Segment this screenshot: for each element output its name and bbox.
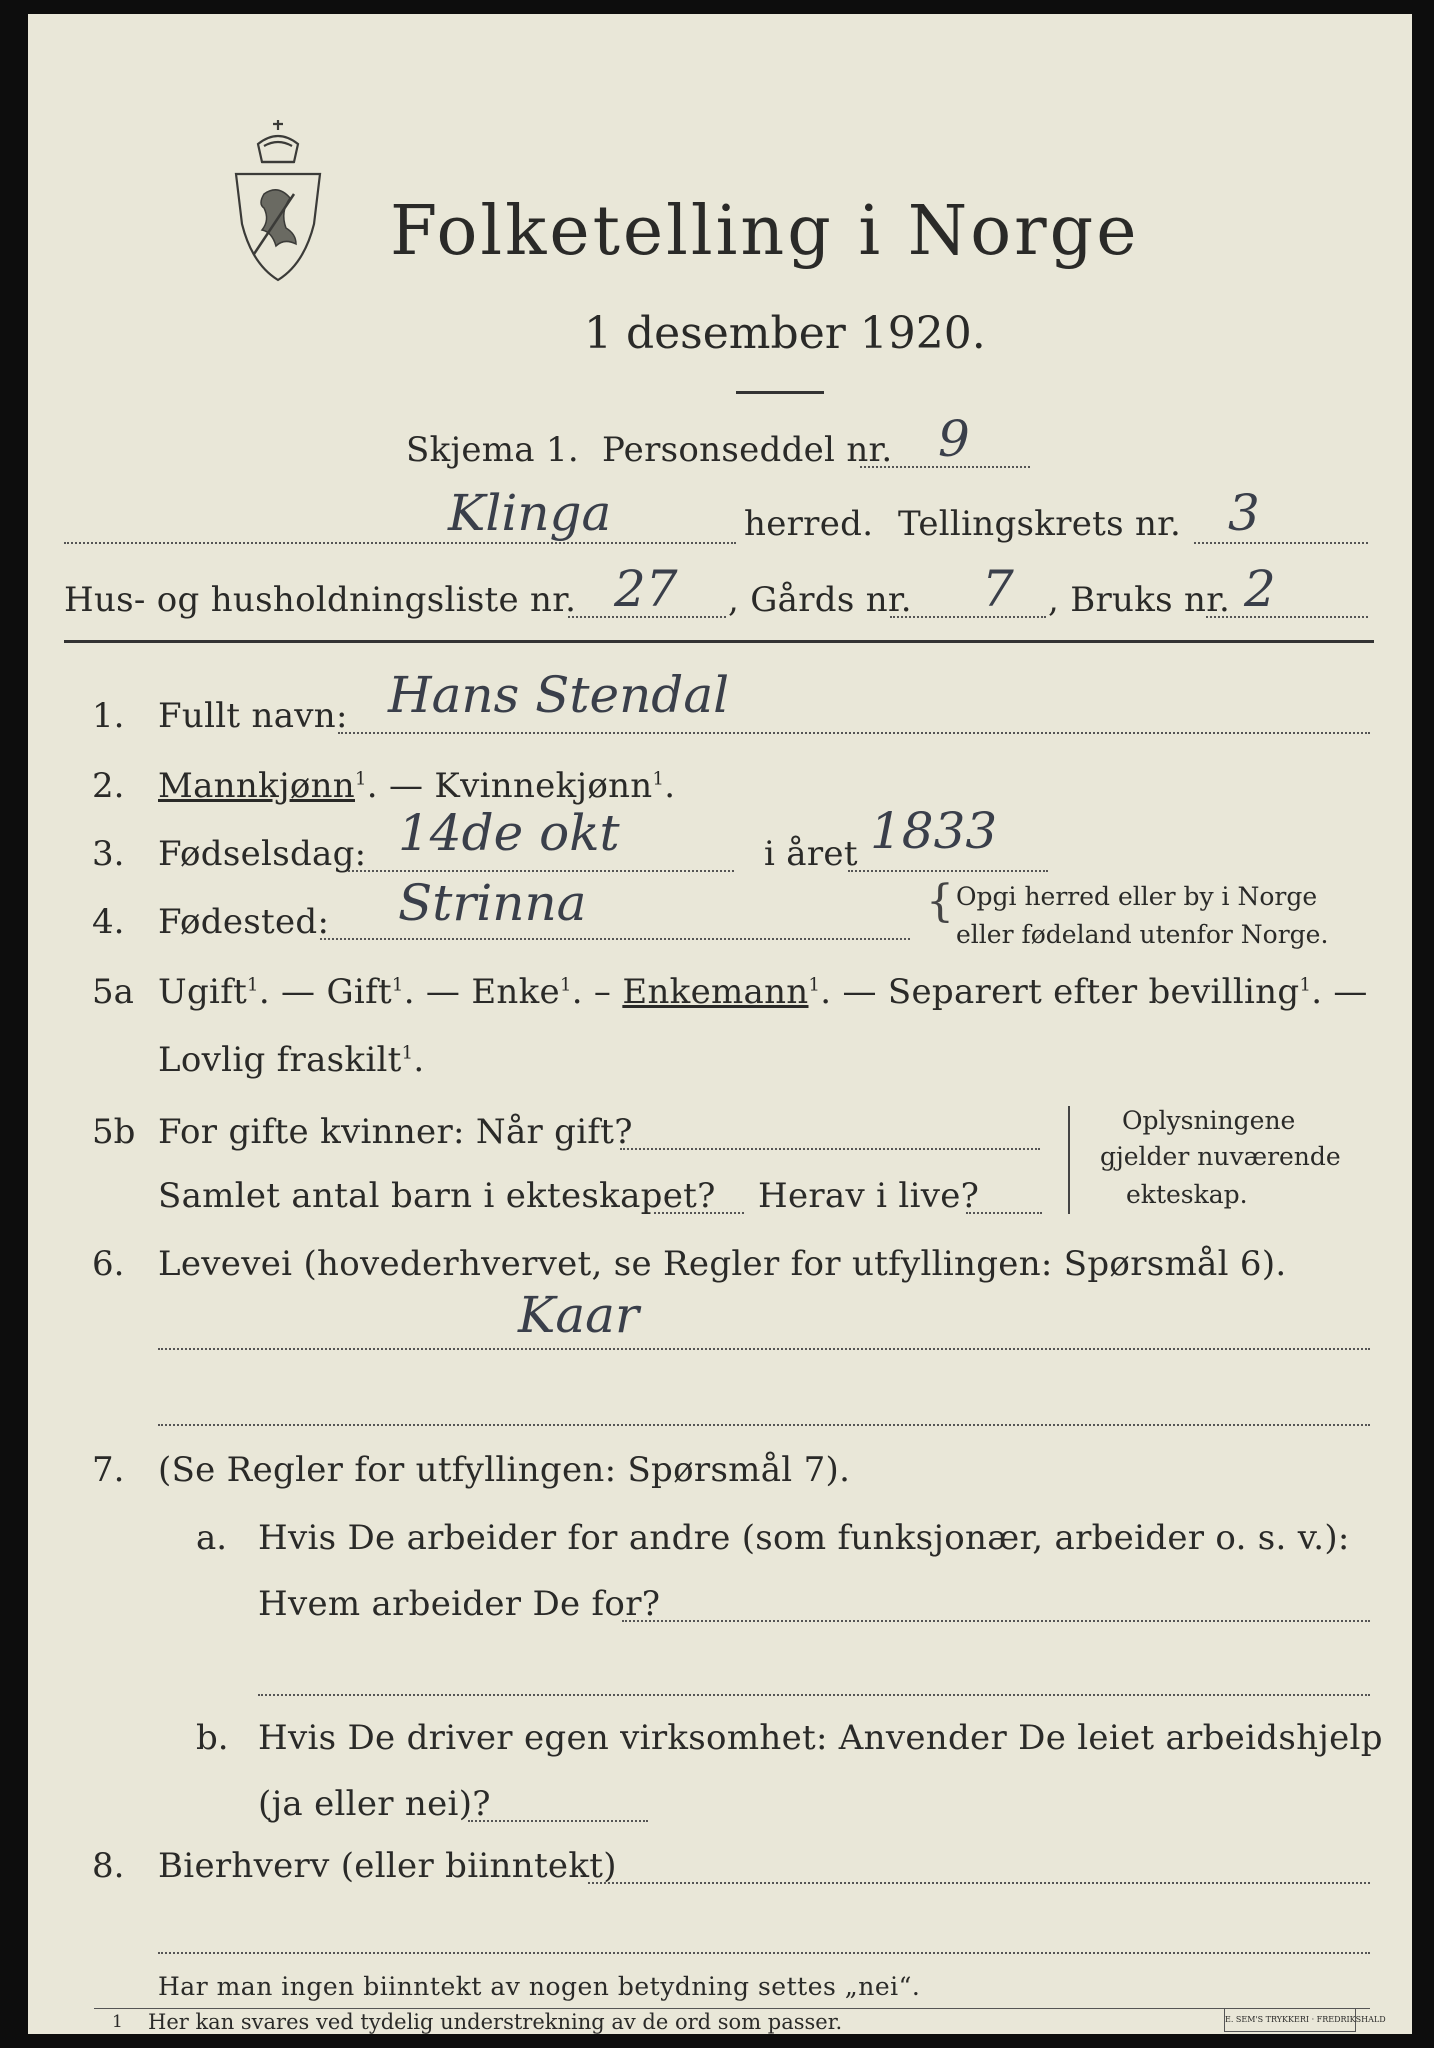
- q5b-number: 5b: [92, 1112, 136, 1152]
- q1-label: Fullt navn:: [158, 696, 348, 736]
- herred-label: herred.: [744, 504, 874, 544]
- q4-brace: {: [926, 876, 954, 927]
- hus-value: 27: [614, 560, 678, 618]
- birth-year-line[interactable]: [848, 870, 1048, 872]
- employer-line-1[interactable]: [622, 1620, 1370, 1622]
- gender-female-option[interactable]: Kvinnekjønn: [434, 766, 653, 806]
- gards-value: 7: [982, 560, 1014, 618]
- q5b-note-3: ekteskap.: [1126, 1180, 1248, 1209]
- gards-label: , Gårds nr.: [728, 580, 912, 620]
- q7a-label-1: Hvis De arbeider for andre (som funksjonær, arbeider o. s. v.):: [258, 1518, 1350, 1558]
- coat-of-arms-icon: [224, 114, 332, 284]
- q5b-label-1: For gifte kvinner: Når gift?: [158, 1112, 633, 1152]
- census-form-page: [28, 14, 1412, 2034]
- fraskilt-option[interactable]: Lovlig fraskilt: [158, 1040, 402, 1080]
- q7-label: (Se Regler for utfyllingen: Spørsmål 7).: [158, 1450, 851, 1490]
- q4-note-1: Opgi herred eller by i Norge: [956, 882, 1318, 911]
- schema-label: Skjema 1.: [406, 430, 580, 470]
- ugift-option[interactable]: Ugift: [158, 972, 248, 1012]
- q2-line: Mannkjønn$^1$. — Kvinnekjønn$^1$.: [158, 766, 676, 806]
- gards-line[interactable]: [890, 616, 1046, 618]
- bruks-label: , Bruks nr.: [1048, 580, 1231, 620]
- gift-option[interactable]: Gift: [326, 972, 392, 1012]
- personseddel-label: Personseddel nr.: [602, 430, 893, 470]
- full-name-value: Hans Stendal: [388, 666, 730, 724]
- gender-separator: . —: [366, 766, 435, 806]
- footnote-number: 1: [112, 2012, 123, 2032]
- q7-number: 7.: [92, 1450, 125, 1490]
- q7a-number: a.: [196, 1518, 228, 1558]
- q5a-number: 5a: [92, 972, 134, 1012]
- full-name-line[interactable]: [338, 732, 1370, 734]
- tellingskrets-value: 3: [1228, 484, 1260, 542]
- q7a-label-2: Hvem arbeider De for?: [258, 1584, 661, 1624]
- q5a-line-2: Lovlig fraskilt$^1$.: [158, 1040, 425, 1080]
- enke-option[interactable]: Enke: [471, 972, 560, 1012]
- header-separator: [64, 640, 1374, 643]
- employer-line-2[interactable]: [258, 1694, 1370, 1696]
- herred-value: Klinga: [448, 484, 612, 542]
- q8-number: 8.: [92, 1846, 125, 1886]
- side-income-line-2[interactable]: [158, 1952, 1370, 1954]
- side-income-line-1[interactable]: [588, 1882, 1370, 1884]
- tellingskrets-label: Tellingskrets nr.: [898, 504, 1182, 544]
- hus-label: Hus- og husholdningsliste nr.: [64, 580, 577, 620]
- birthplace-line[interactable]: [320, 938, 910, 940]
- birthday-value: 14de okt: [398, 804, 620, 862]
- q4-label: Fødested:: [158, 902, 330, 942]
- occupation-line-2[interactable]: [158, 1424, 1370, 1426]
- q6-label: Levevei (hovederhvervet, se Regler for utfyllingen: Spørsmål 6).: [158, 1244, 1287, 1284]
- q4-number: 4.: [92, 902, 125, 942]
- tellingskrets-line[interactable]: [1194, 542, 1368, 544]
- q5b-note-2: gjelder nuværende: [1100, 1142, 1341, 1171]
- q1-number: 1.: [92, 696, 125, 736]
- children-count-line[interactable]: [654, 1212, 744, 1214]
- birth-year-value: 1833: [870, 802, 998, 860]
- title-divider: [736, 391, 824, 394]
- q2-number: 2.: [92, 766, 125, 806]
- bruks-value: 2: [1244, 560, 1276, 618]
- footnote-divider: [94, 2008, 1370, 2009]
- children-alive-line[interactable]: [966, 1212, 1042, 1214]
- gender-end: .: [664, 766, 676, 806]
- gender-male-option[interactable]: Mannkjønn: [158, 766, 355, 806]
- birthday-line[interactable]: [348, 870, 734, 872]
- occupation-line-1[interactable]: [158, 1348, 1370, 1350]
- q5a-line: Ugift$^1$. — Gift$^1$. — Enke$^1$. – Enkemann$^1$. — Separert efter bevilling$^1$. —: [158, 972, 1368, 1012]
- q5b-bracket: [1068, 1106, 1070, 1214]
- personseddel-value: 9: [938, 410, 970, 468]
- side-income-note: Har man ingen biinntekt av nogen betydning settes „nei“.: [158, 1972, 921, 2001]
- printer-mark: E. SEM'S TRYKKERI · FREDRIKSHALD: [1224, 2008, 1356, 2032]
- q4-note-2: eller fødeland utenfor Norge.: [956, 920, 1329, 949]
- q7b-label-2: (ja eller nei)?: [258, 1784, 491, 1824]
- married-when-line[interactable]: [620, 1148, 1040, 1150]
- separert-option[interactable]: Separert efter bevilling: [887, 972, 1300, 1012]
- q3-number: 3.: [92, 834, 125, 874]
- enkemann-option[interactable]: Enkemann: [622, 972, 809, 1012]
- q7b-label-1: Hvis De driver egen virksomhet: Anvender De leiet arbeidshjelp: [258, 1718, 1383, 1758]
- bruks-line[interactable]: [1206, 616, 1368, 618]
- q6-number: 6.: [92, 1244, 125, 1284]
- q8-label: Bierhverv (eller biinntekt): [158, 1846, 617, 1886]
- q5b-label-3: Herav i live?: [758, 1176, 980, 1216]
- birthplace-value: Strinna: [398, 874, 587, 932]
- q7b-number: b.: [196, 1718, 229, 1758]
- q5b-note-1: Oplysningene: [1122, 1106, 1296, 1135]
- q3-year-label: i året: [764, 834, 858, 874]
- q5b-label-2: Samlet antal barn i ekteskapet?: [158, 1176, 716, 1216]
- q3-label: Fødselsdag:: [158, 834, 367, 874]
- herred-line[interactable]: [64, 542, 736, 544]
- census-date: 1 desember 1920.: [584, 308, 986, 359]
- hired-help-line[interactable]: [468, 1820, 648, 1822]
- form-title: Folketelling i Norge: [390, 192, 1140, 271]
- occupation-value: Kaar: [518, 1286, 639, 1344]
- footnote-text: Her kan svares ved tydelig understrekning av de ord som passer.: [148, 2010, 843, 2034]
